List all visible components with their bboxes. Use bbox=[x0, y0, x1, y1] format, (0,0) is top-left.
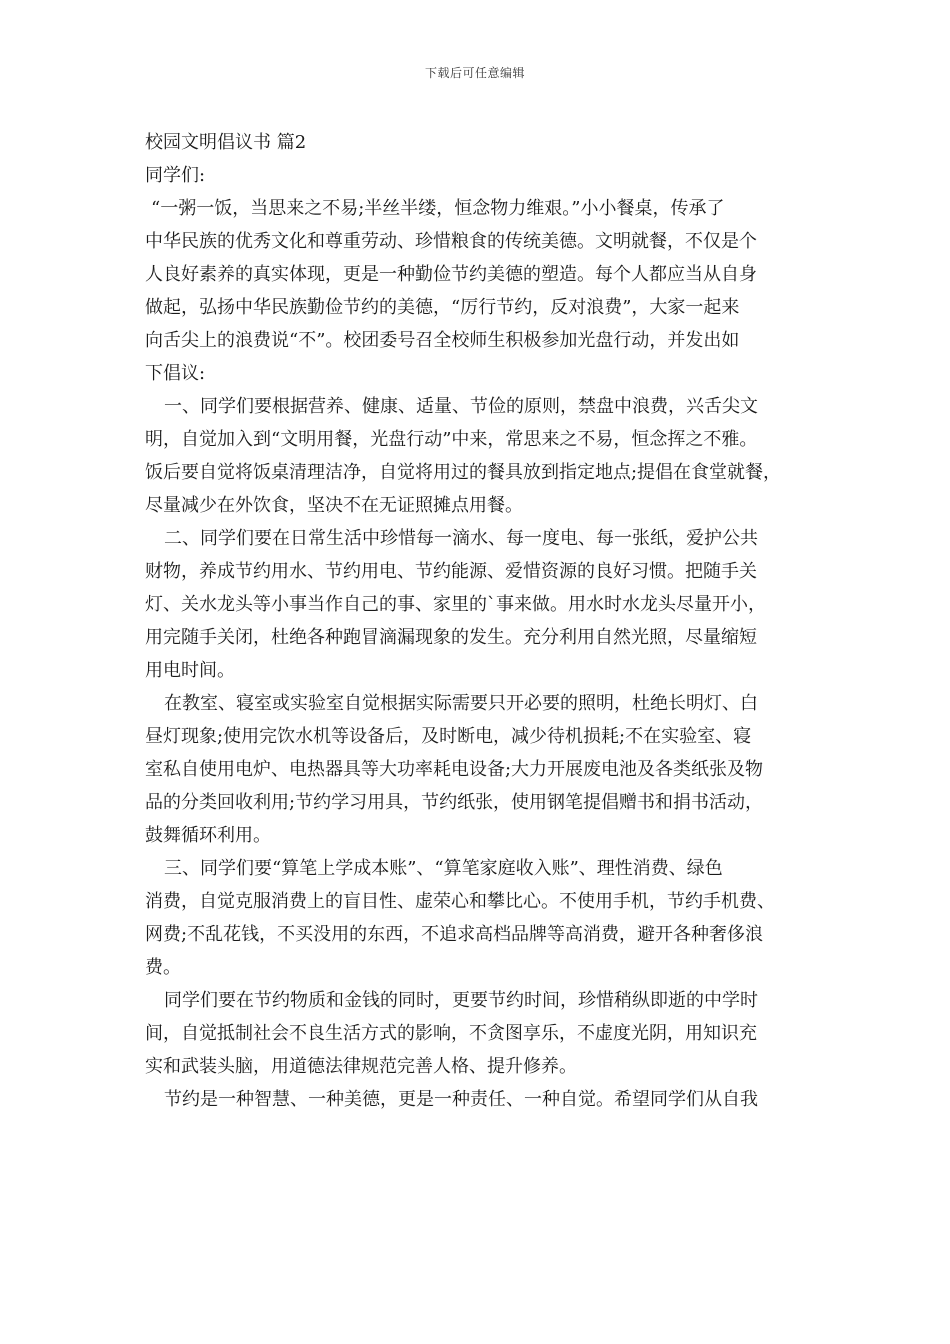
paragraph-line: 二、同学们要在日常生活中珍惜每一滴水、每一度电、每一张纸，爱护公共 bbox=[164, 528, 758, 549]
paragraph-line: 同学们要在节约物质和金钱的同时，更要节约时间，珍惜稍纵即逝的中学时 bbox=[164, 990, 758, 1011]
document-title: 校园文明倡议书 篇2 bbox=[145, 132, 307, 153]
paragraph-line: 人良好素养的真实体现，更是一种勤俭节约美德的塑造。每个人都应当从自身 bbox=[145, 264, 757, 285]
paragraph-line: 间，自觉抵制社会不良生活方式的影响，不贪图享乐，不虚度光阴，用知识充 bbox=[145, 1023, 757, 1044]
paragraph-6 bbox=[145, 984, 810, 1083]
paragraph-line: 一、同学们要根据营养、健康、适量、节俭的原则，禁盘中浪费，兴舌尖文 bbox=[164, 396, 758, 417]
paragraph-line: 室私自使用电炉、电热器具等大功率耗电设备;大力开展废电池及各类纸张及物 bbox=[145, 759, 764, 780]
paragraph-7 bbox=[145, 1083, 810, 1116]
paragraph-line: 在教室、寝室或实验室自觉根据实际需要只开必要的照明，杜绝长明灯、白 bbox=[164, 693, 758, 714]
paragraph-3 bbox=[145, 522, 810, 687]
paragraph-1 bbox=[145, 192, 810, 390]
paragraph-line: 尽量减少在外饮食，坚决不在无证照摊点用餐。 bbox=[145, 495, 523, 516]
paragraph-line: 品的分类回收利用;节约学习用具，节约纸张，使用钢笔提倡赠书和捐书活动， bbox=[145, 792, 764, 813]
paragraph-2 bbox=[145, 390, 810, 522]
paragraph-line: 下倡议: bbox=[145, 363, 206, 384]
document-body bbox=[145, 126, 810, 1116]
paragraph-line: 网费;不乱花钱，不买没用的东西，不追求高档品牌等高消费，避开各种奢侈浪 bbox=[145, 924, 764, 945]
paragraph-line: 做起，弘扬中华民族勤俭节约的美德，“厉行节约，反对浪费”，大家一起来 bbox=[145, 297, 740, 318]
paragraph-line: 昼灯现象;使用完饮水机等设备后，及时断电，减少待机损耗;不在实验室、寝 bbox=[145, 726, 752, 747]
page-header-note: 下载后可任意编辑 bbox=[424, 66, 525, 80]
paragraph-line: 财物，养成节约用水、节约用电、节约能源、爱惜资源的良好习惯。把随手关 bbox=[145, 561, 757, 582]
paragraph-line: “一粥一饭，当思来之不易;半丝半缕，恒念物力维艰。”小小餐桌，传承了 bbox=[151, 198, 725, 219]
paragraph-line: 用电时间。 bbox=[145, 660, 235, 681]
paragraph-line: 费。 bbox=[145, 957, 181, 978]
paragraph-line: 鼓舞循环利用。 bbox=[145, 825, 271, 846]
greeting: 同学们: bbox=[145, 165, 206, 186]
paragraph-line: 向舌尖上的浪费说“不”。校团委号召全校师生积极参加光盘行动，并发出如 bbox=[145, 330, 740, 351]
paragraph-line: 用完随手关闭，杜绝各种跑冒滴漏现象的发生。充分利用自然光照，尽量缩短 bbox=[145, 627, 757, 648]
paragraph-4 bbox=[145, 687, 810, 852]
paragraph-line: 灯、关水龙头等小事当作自己的事、家里的`事来做。用水时水龙头尽量开小， bbox=[145, 594, 766, 615]
paragraph-line: 消费，自觉克服消费上的盲目性、虚荣心和攀比心。不使用手机，节约手机费、 bbox=[145, 891, 775, 912]
paragraph-line: 实和武装头脑，用道德法律规范完善人格、提升修养。 bbox=[145, 1056, 577, 1077]
paragraph-line: 三、同学们要“算笔上学成本账”、“算笔家庭收入账”、理性消费、绿色 bbox=[164, 858, 723, 879]
paragraph-line: 饭后要自觉将饭桌清理洁净，自觉将用过的餐具放到指定地点;提倡在食堂就餐， bbox=[145, 462, 782, 483]
paragraph-5 bbox=[145, 852, 810, 984]
paragraph-line: 节约是一种智慧、一种美德，更是一种责任、一种自觉。希望同学们从自我 bbox=[164, 1089, 758, 1110]
paragraph-line: 中华民族的优秀文化和尊重劳动、珍惜粮食的传统美德。文明就餐，不仅是个 bbox=[145, 231, 757, 252]
paragraph-line: 明，自觉加入到“文明用餐，光盘行动”中来，常思来之不易，恒念挥之不雅。 bbox=[145, 429, 758, 450]
